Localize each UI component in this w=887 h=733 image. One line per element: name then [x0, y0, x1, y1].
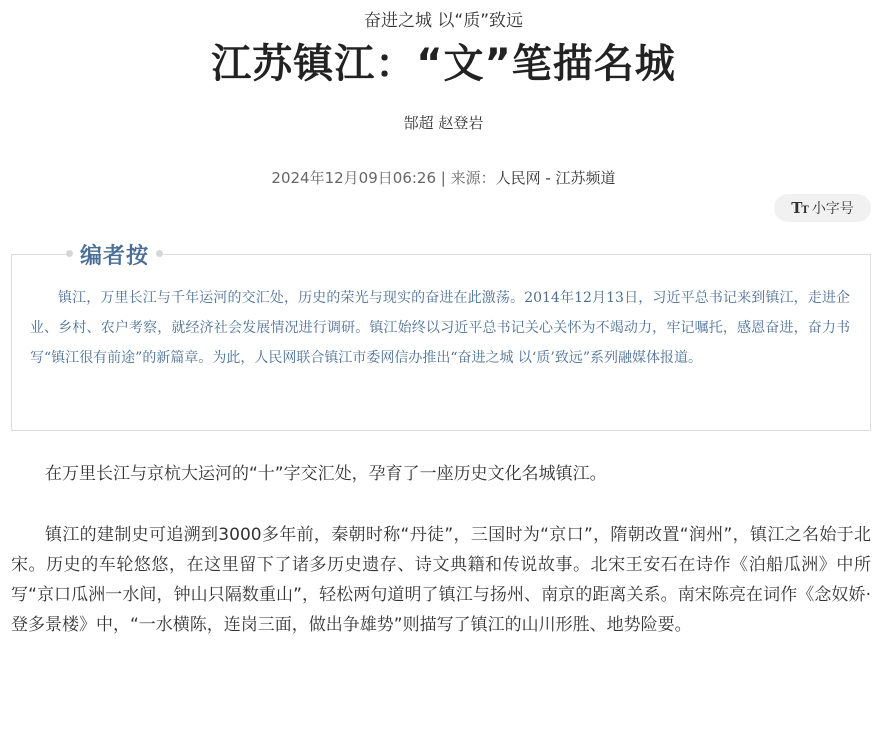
publish-datetime: 2024年12月09日06:26 [271, 169, 436, 187]
article-title: 江苏镇江：“文”笔描名城 [211, 41, 676, 87]
article-kicker: 奋进之城 以“质”致远 [363, 11, 524, 31]
font-size-toggle-label: 小字号 [811, 201, 854, 217]
font-size-icon: TT [791, 199, 808, 217]
decorative-dot-icon [156, 250, 163, 257]
editor-note-heading-text: 编者按 [80, 242, 150, 269]
source-label: 来源： [450, 169, 496, 187]
editor-note-text: 镇江，万里长江与千年运河的交汇处，历史的荣光与现实的奋进在此激荡。2014年12月13日，习近平总书记来到镇江，走进企业、乡村、农户考察，就经济社会发展情况进行调研。镇江始终以习近平总书记关心关怀为不竭动力，牢记嘱托，感恩奋进，奋力书写“镇江很有前途”的新篇章。为此，人民网联合镇江市委网信办推出“奋进之城 以‘质’致远”系列融媒体报道。 [30, 290, 850, 366]
source-link[interactable]: 人民网 - 江苏频道 [495, 169, 616, 187]
article-meta [0, 167, 887, 189]
article-authors: 郜超 赵登岩 [403, 114, 484, 132]
editor-note-heading [66, 236, 163, 272]
decorative-dot-icon [66, 250, 73, 257]
body-paragraph: 在万里长江与京杭大运河的“十”字交汇处，孕育了一座历史文化名城镇江。 [45, 464, 607, 484]
body-paragraph: 镇江的建制史可追溯到3000多年前，秦朝时称“丹徒”，三国时为“京口”，隋朝改置“润州”，镇江之名始于北宋。历史的车轮悠悠，在这里留下了诸多历史遗存、诗文典籍和传说故事。北宋王安石在诗作《泊船瓜洲》中所写“京口瓜洲一水间，钟山只隔数重山”，轻松两句道明了镇江与扬州、南京的距离关系。南宋陈亮在词作《念奴娇·登多景楼》中，“一水横陈，连岗三面，做出争雄势”则描写了镇江的山川形胜、地势险要。 [11, 525, 871, 635]
font-size-toggle-button[interactable] [774, 194, 871, 222]
meta-separator: | [436, 169, 451, 187]
